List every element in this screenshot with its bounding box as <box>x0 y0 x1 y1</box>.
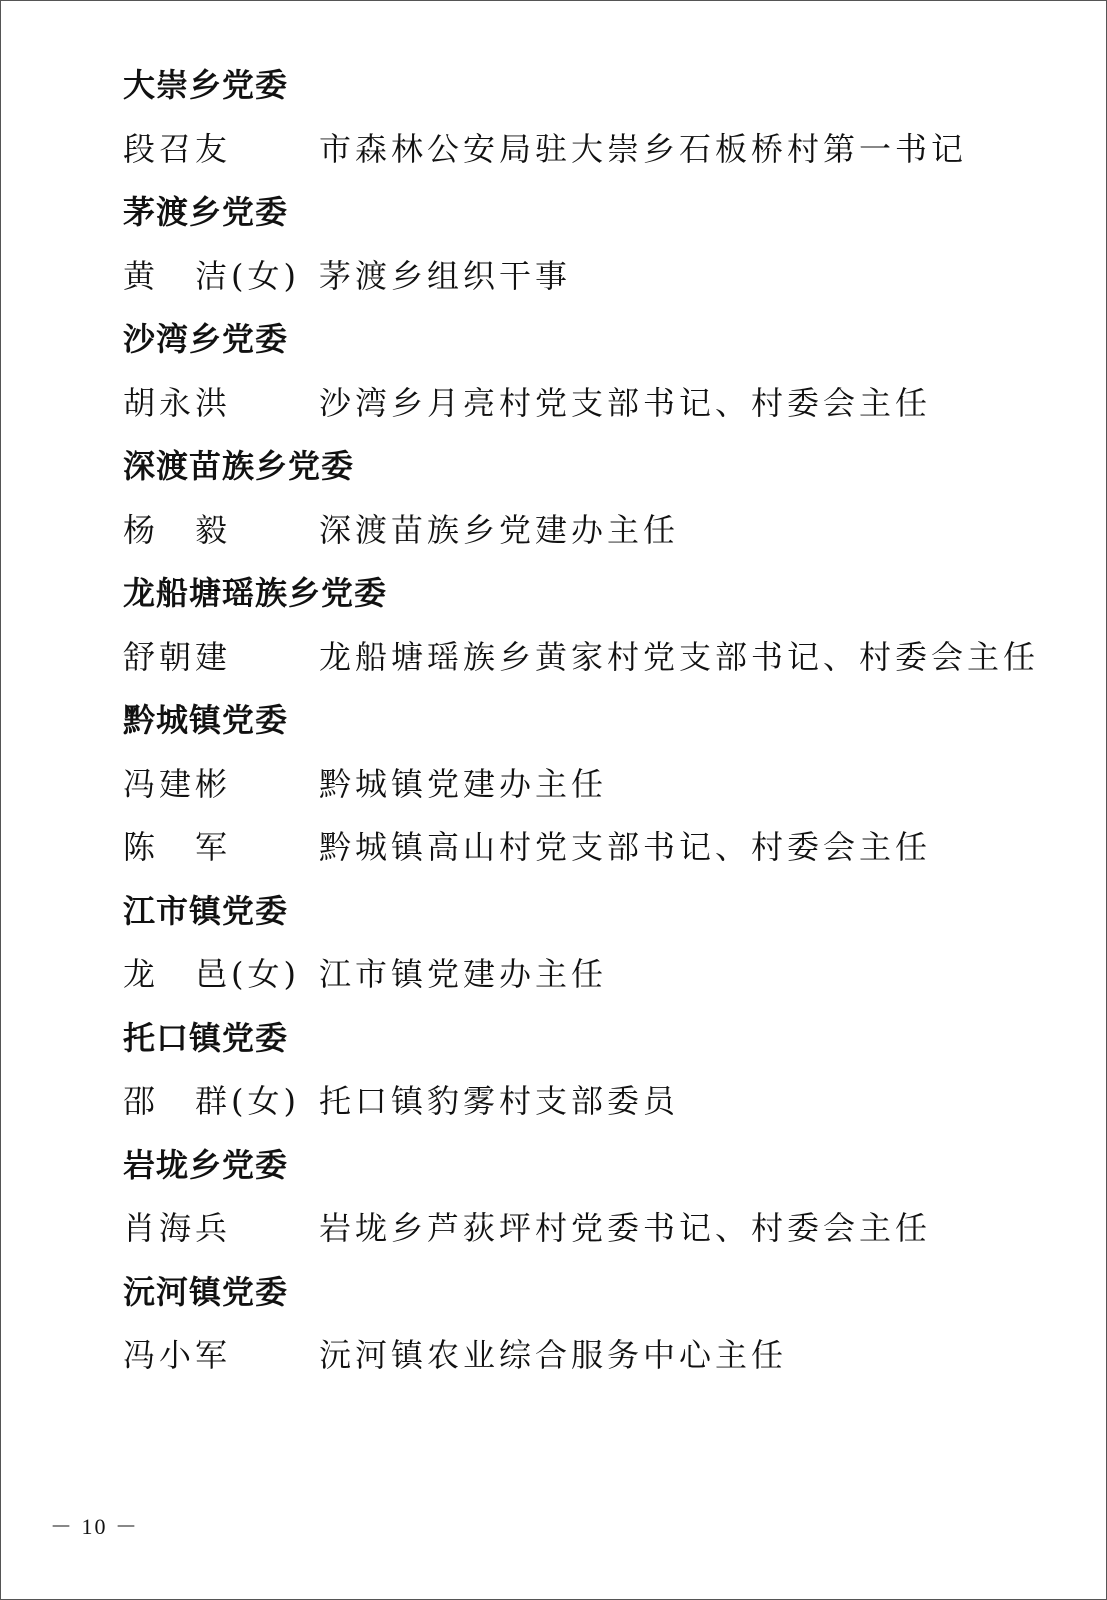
member-name: 黄 洁(女) <box>123 256 300 295</box>
member-title: 江市镇党建办主任 <box>319 955 608 993</box>
member-title: 茅渡乡组织干事 <box>319 256 572 295</box>
member-row <box>123 1324 1083 1388</box>
section-heading: 大崇乡党委 <box>123 66 289 104</box>
section-heading: 黔城镇党委 <box>123 701 289 739</box>
member-row <box>123 753 1083 817</box>
section-heading: 沅河镇党委 <box>123 1272 289 1311</box>
member-row <box>123 1197 1083 1261</box>
member-name: 杨 毅 <box>123 510 232 549</box>
section-heading: 托口镇党委 <box>123 1018 289 1057</box>
member-title: 岩垅乡芦荻坪村党委书记、村委会主任 <box>319 1209 932 1247</box>
section-heading: 沙湾乡党委 <box>123 320 289 358</box>
section-heading: 茅渡乡党委 <box>123 193 289 231</box>
member-title: 沅河镇农业综合服务中心主任 <box>319 1336 788 1374</box>
member-title: 托口镇豹雾村支部委员 <box>319 1082 680 1120</box>
section-heading: 龙船塘瑶族乡党委 <box>123 574 388 612</box>
section-heading: 江市镇党委 <box>123 891 289 930</box>
member-row <box>123 499 1083 563</box>
member-name: 龙 邑(女) <box>123 955 300 993</box>
member-name: 舒朝建 <box>123 637 232 676</box>
member-name: 段召友 <box>123 129 232 168</box>
member-row <box>123 816 1083 880</box>
member-name: 冯建彬 <box>123 764 232 803</box>
member-row <box>123 245 1083 309</box>
document-body <box>123 54 1083 1388</box>
page-number: － 10 － <box>50 1514 140 1539</box>
member-name: 冯小军 <box>123 1336 232 1374</box>
member-title: 黔城镇党建办主任 <box>319 764 608 803</box>
member-name: 邵 群(女) <box>123 1082 300 1120</box>
member-row <box>123 118 1083 182</box>
member-title: 黔城镇高山村党支部书记、村委会主任 <box>319 828 932 866</box>
member-title: 沙湾乡月亮村党支部书记、村委会主任 <box>319 383 932 422</box>
member-row <box>123 943 1083 1007</box>
member-title: 深渡苗族乡党建办主任 <box>319 510 680 549</box>
member-name: 胡永洪 <box>123 383 232 422</box>
member-row <box>123 1070 1083 1134</box>
member-row <box>123 372 1083 436</box>
member-title: 龙船塘瑶族乡黄家村党支部书记、村委会主任 <box>319 637 1040 676</box>
section-heading: 深渡苗族乡党委 <box>123 447 355 485</box>
member-name: 陈 军 <box>123 828 232 866</box>
section-heading: 岩垅乡党委 <box>123 1145 289 1184</box>
member-name: 肖海兵 <box>123 1209 232 1247</box>
member-title: 市森林公安局驻大崇乡石板桥村第一书记 <box>319 129 968 168</box>
member-row <box>123 626 1083 690</box>
